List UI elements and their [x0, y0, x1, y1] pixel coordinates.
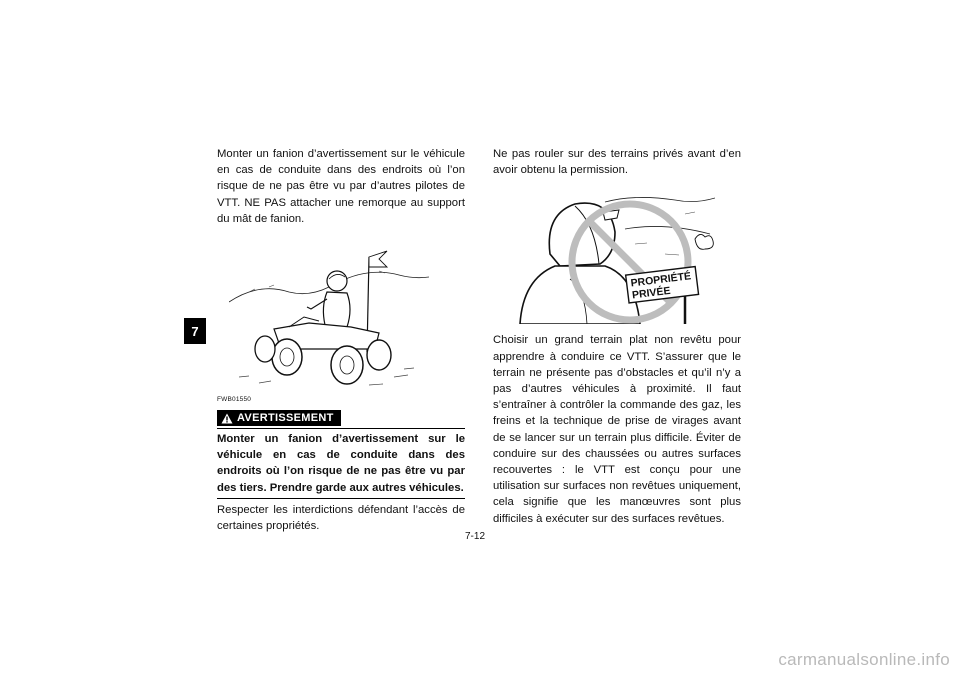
warning-divider-bottom — [217, 498, 465, 499]
warning-triangle-icon — [221, 413, 233, 424]
warning-text: Monter un fanion d’avertissement sur le véhicule en cas de conduite dans des endroits où l’on risque de ne pas être vu par des tiers. Prendre garde aux autres véhicules. — [217, 432, 465, 494]
atv-flag-illustration — [229, 237, 429, 392]
intro-paragraph-right: Ne pas rouler sur des terrains privés avant d’en avoir obtenu la permission. — [493, 148, 741, 177]
sign-text-line1: PROPRIÉTÉ — [629, 270, 692, 290]
left-column — [217, 146, 465, 534]
right-column — [493, 146, 741, 527]
warning-header — [217, 410, 465, 429]
watermark[interactable]: carmanualsonline.info — [778, 650, 950, 669]
intro-paragraph: Monter un fanion d’avertissement sur le véhicule en cas de conduite dans des endroits où l’on risque de ne pas être vu par d’autres pilotes de VTT. NE PAS attacher une remorque au support du mât de fanion. — [217, 148, 465, 225]
body-paragraph-right: Choisir un grand terrain plat non revêtu pour apprendre à conduire ce VTT. S’assurer que le terrain ne présente pas d’obstacles et qu’il n’y a pas d’autres véhicules à proximité. Il faut s’entraîner à contrôler la commande des gaz, les freins et la technique de prise de virages avant de se lancer sur un terrain plus difficile. Éviter de conduire sur des chaussées ou autres surfaces recouvertes : le VTT est conçu pour une utilisation sur surfaces non revêtues uniquement, cela signifie que les manœuvres sont plus difficiles à exécuter sur des surfaces revêtues. — [493, 334, 741, 525]
warning-code: FWB01550 — [217, 396, 252, 404]
warning-label: AVERTISSEMENT — [237, 412, 334, 425]
sign-text-line2: PRIVÉE — [631, 285, 672, 302]
chapter-tab: 7 — [184, 318, 206, 344]
warning-badge — [217, 410, 341, 426]
after-warning-paragraph: Respecter les interdictions défendant l’accès de certaines propriétés. — [217, 503, 465, 532]
private-property-illustration — [515, 184, 715, 324]
page-number: 7-12 — [465, 531, 486, 542]
